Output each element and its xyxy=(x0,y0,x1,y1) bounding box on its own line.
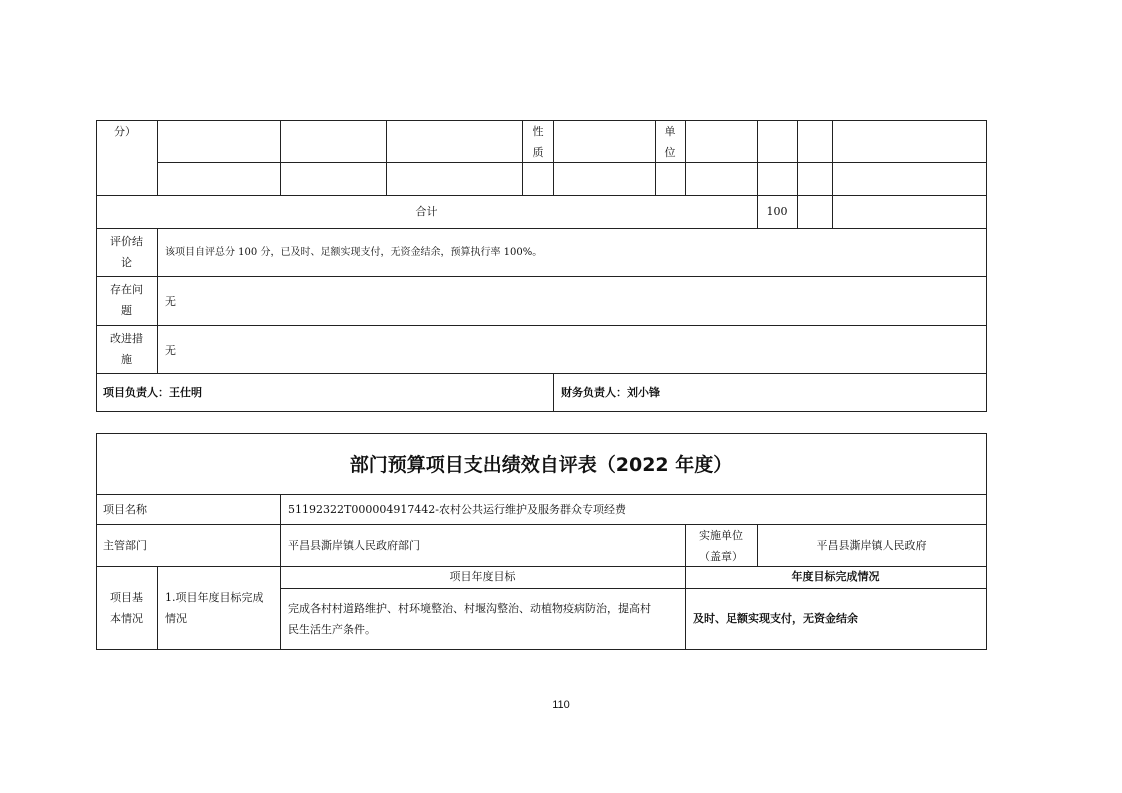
completion-text: 及时、足额实现支付，无资金结余 xyxy=(693,612,858,625)
total-label: 合计 xyxy=(415,205,438,218)
impl-unit-value: 平昌县澌岸镇人民政府 xyxy=(816,539,927,552)
completion-header: 年度目标完成情况 xyxy=(791,570,880,583)
problems-label: 存在问 题 xyxy=(110,283,143,317)
project-owner: 项目负责人：王仕明 xyxy=(103,386,202,399)
form-title: 部门预算项目支出绩效自评表（2022 年度） xyxy=(349,454,733,476)
dept-value: 平昌县澌岸镇人民政府部门 xyxy=(288,539,420,552)
problems-text: 无 xyxy=(165,295,176,308)
finance-owner: 财务负责人：刘小锋 xyxy=(561,386,660,399)
goal-label: 1.项目年度目标完成 情况 xyxy=(165,591,264,625)
annual-goal-header: 项目年度目标 xyxy=(449,570,516,583)
dept-label: 主管部门 xyxy=(103,539,147,552)
page-number: 110 xyxy=(552,699,570,711)
conclusion-text: 该项目自评总分 100 分，已及时、足额实现支付，无资金结余，预算执行率 100%。 xyxy=(165,247,543,258)
conclusion-label: 评价结 论 xyxy=(110,235,143,269)
improve-label: 改进措 施 xyxy=(110,332,143,366)
basic-info-label: 项目基 本情况 xyxy=(110,591,143,625)
project-name-label: 项目名称 xyxy=(103,503,147,516)
impl-unit-label: 实施单位 （盖章） xyxy=(699,529,743,563)
attribute-label-text: 性 质 xyxy=(532,125,544,159)
project-name-value: 51192322T000004917442-农村公共运行维护及服务群众专项经费 xyxy=(288,503,627,516)
annual-goal-text: 完成各村村道路维护、村环境整治、村堰沟整治、动植物疫病防治，提高村 民生活生产条件。 xyxy=(288,602,651,636)
unit-label-text: 单 位 xyxy=(664,125,676,159)
row-label-continued: 分） xyxy=(114,125,136,138)
total-value: 100 xyxy=(766,205,788,218)
improve-text: 无 xyxy=(165,344,176,357)
